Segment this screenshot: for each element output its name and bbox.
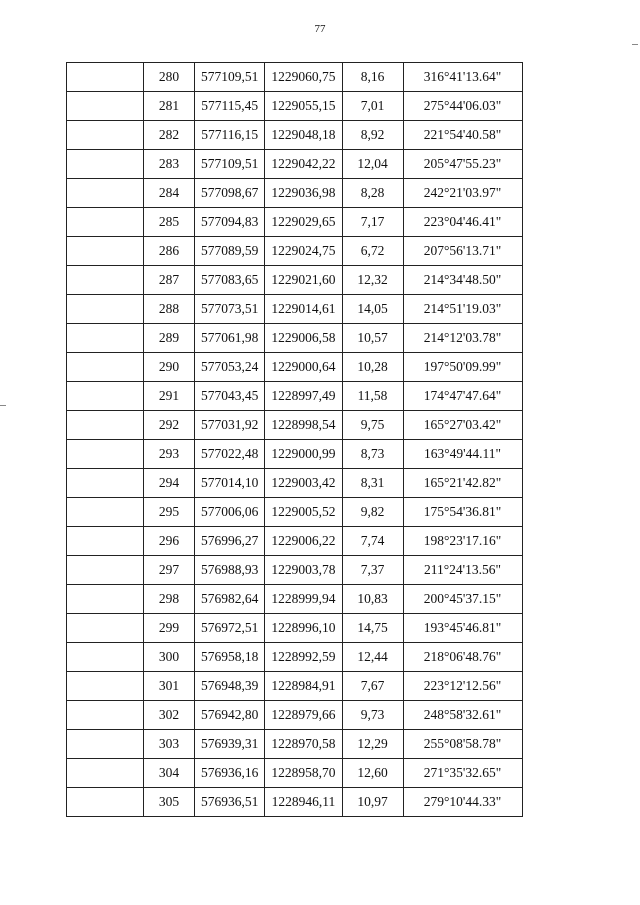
direction-angle-cell: 163°49'44.11" bbox=[403, 440, 522, 469]
coordinates-table bbox=[66, 62, 523, 817]
point-number-cell: 290 bbox=[144, 353, 195, 382]
length-cell: 11,58 bbox=[342, 382, 403, 411]
y-coordinate-cell: 1228970,58 bbox=[265, 730, 342, 759]
point-number-cell: 292 bbox=[144, 411, 195, 440]
x-coordinate-cell: 577094,83 bbox=[195, 208, 265, 237]
y-coordinate-cell: 1229000,99 bbox=[265, 440, 342, 469]
direction-angle-cell: 175°54'36.81" bbox=[403, 498, 522, 527]
table-row bbox=[67, 92, 523, 121]
point-number-cell: 299 bbox=[144, 614, 195, 643]
empty-cell bbox=[67, 208, 144, 237]
direction-angle-cell: 248°58'32.61" bbox=[403, 701, 522, 730]
length-cell: 7,37 bbox=[342, 556, 403, 585]
empty-cell bbox=[67, 324, 144, 353]
empty-cell bbox=[67, 411, 144, 440]
y-coordinate-cell: 1229014,61 bbox=[265, 295, 342, 324]
table-row bbox=[67, 382, 523, 411]
length-cell: 12,04 bbox=[342, 150, 403, 179]
point-number-cell: 280 bbox=[144, 63, 195, 92]
table-row bbox=[67, 440, 523, 469]
empty-cell bbox=[67, 730, 144, 759]
point-number-cell: 284 bbox=[144, 179, 195, 208]
direction-angle-cell: 211°24'13.56" bbox=[403, 556, 522, 585]
x-coordinate-cell: 577083,65 bbox=[195, 266, 265, 295]
direction-angle-cell: 223°04'46.41" bbox=[403, 208, 522, 237]
table-row bbox=[67, 324, 523, 353]
table-row bbox=[67, 353, 523, 382]
empty-cell bbox=[67, 150, 144, 179]
empty-cell bbox=[67, 527, 144, 556]
empty-cell bbox=[67, 788, 144, 817]
length-cell: 12,60 bbox=[342, 759, 403, 788]
y-coordinate-cell: 1228946,11 bbox=[265, 788, 342, 817]
x-coordinate-cell: 576972,51 bbox=[195, 614, 265, 643]
empty-cell bbox=[67, 759, 144, 788]
x-coordinate-cell: 577014,10 bbox=[195, 469, 265, 498]
y-coordinate-cell: 1228958,70 bbox=[265, 759, 342, 788]
edge-mark bbox=[0, 405, 6, 406]
x-coordinate-cell: 576939,31 bbox=[195, 730, 265, 759]
point-number-cell: 286 bbox=[144, 237, 195, 266]
table-row bbox=[67, 179, 523, 208]
y-coordinate-cell: 1228997,49 bbox=[265, 382, 342, 411]
point-number-cell: 293 bbox=[144, 440, 195, 469]
empty-cell bbox=[67, 556, 144, 585]
point-number-cell: 305 bbox=[144, 788, 195, 817]
point-number-cell: 297 bbox=[144, 556, 195, 585]
length-cell: 14,05 bbox=[342, 295, 403, 324]
empty-cell bbox=[67, 295, 144, 324]
point-number-cell: 288 bbox=[144, 295, 195, 324]
x-coordinate-cell: 576942,80 bbox=[195, 701, 265, 730]
point-number-cell: 298 bbox=[144, 585, 195, 614]
direction-angle-cell: 218°06'48.76" bbox=[403, 643, 522, 672]
point-number-cell: 304 bbox=[144, 759, 195, 788]
empty-cell bbox=[67, 643, 144, 672]
empty-cell bbox=[67, 121, 144, 150]
table-row bbox=[67, 295, 523, 324]
direction-angle-cell: 165°21'42.82" bbox=[403, 469, 522, 498]
empty-cell bbox=[67, 498, 144, 527]
empty-cell bbox=[67, 266, 144, 295]
direction-angle-cell: 221°54'40.58" bbox=[403, 121, 522, 150]
table-row bbox=[67, 788, 523, 817]
direction-angle-cell: 316°41'13.64" bbox=[403, 63, 522, 92]
x-coordinate-cell: 577098,67 bbox=[195, 179, 265, 208]
direction-angle-cell: 279°10'44.33" bbox=[403, 788, 522, 817]
y-coordinate-cell: 1229006,22 bbox=[265, 527, 342, 556]
table-row bbox=[67, 643, 523, 672]
empty-cell bbox=[67, 237, 144, 266]
table-row bbox=[67, 63, 523, 92]
y-coordinate-cell: 1229060,75 bbox=[265, 63, 342, 92]
point-number-cell: 291 bbox=[144, 382, 195, 411]
length-cell: 6,72 bbox=[342, 237, 403, 266]
length-cell: 12,29 bbox=[342, 730, 403, 759]
edge-mark bbox=[632, 44, 638, 45]
direction-angle-cell: 271°35'32.65" bbox=[403, 759, 522, 788]
point-number-cell: 301 bbox=[144, 672, 195, 701]
point-number-cell: 285 bbox=[144, 208, 195, 237]
point-number-cell: 303 bbox=[144, 730, 195, 759]
direction-angle-cell: 198°23'17.16" bbox=[403, 527, 522, 556]
length-cell: 8,28 bbox=[342, 179, 403, 208]
table-row bbox=[67, 469, 523, 498]
table-row bbox=[67, 672, 523, 701]
x-coordinate-cell: 576936,16 bbox=[195, 759, 265, 788]
coordinates-table-body bbox=[67, 63, 523, 817]
x-coordinate-cell: 577109,51 bbox=[195, 63, 265, 92]
table-row bbox=[67, 614, 523, 643]
x-coordinate-cell: 576988,93 bbox=[195, 556, 265, 585]
table-row bbox=[67, 498, 523, 527]
x-coordinate-cell: 577043,45 bbox=[195, 382, 265, 411]
direction-angle-cell: 223°12'12.56" bbox=[403, 672, 522, 701]
page-number: 77 bbox=[314, 23, 326, 35]
y-coordinate-cell: 1228984,91 bbox=[265, 672, 342, 701]
x-coordinate-cell: 577116,15 bbox=[195, 121, 265, 150]
table-row bbox=[67, 121, 523, 150]
x-coordinate-cell: 577006,06 bbox=[195, 498, 265, 527]
table-row bbox=[67, 266, 523, 295]
x-coordinate-cell: 576958,18 bbox=[195, 643, 265, 672]
length-cell: 7,67 bbox=[342, 672, 403, 701]
y-coordinate-cell: 1228979,66 bbox=[265, 701, 342, 730]
point-number-cell: 295 bbox=[144, 498, 195, 527]
y-coordinate-cell: 1228998,54 bbox=[265, 411, 342, 440]
direction-angle-cell: 174°47'47.64" bbox=[403, 382, 522, 411]
empty-cell bbox=[67, 353, 144, 382]
table-row bbox=[67, 585, 523, 614]
length-cell: 12,44 bbox=[342, 643, 403, 672]
x-coordinate-cell: 577115,45 bbox=[195, 92, 265, 121]
length-cell: 9,75 bbox=[342, 411, 403, 440]
y-coordinate-cell: 1229029,65 bbox=[265, 208, 342, 237]
direction-angle-cell: 242°21'03.97" bbox=[403, 179, 522, 208]
direction-angle-cell: 200°45'37.15" bbox=[403, 585, 522, 614]
empty-cell bbox=[67, 701, 144, 730]
y-coordinate-cell: 1229048,18 bbox=[265, 121, 342, 150]
x-coordinate-cell: 577061,98 bbox=[195, 324, 265, 353]
point-number-cell: 302 bbox=[144, 701, 195, 730]
direction-angle-cell: 214°12'03.78" bbox=[403, 324, 522, 353]
x-coordinate-cell: 577053,24 bbox=[195, 353, 265, 382]
length-cell: 8,31 bbox=[342, 469, 403, 498]
table-row bbox=[67, 237, 523, 266]
length-cell: 7,74 bbox=[342, 527, 403, 556]
length-cell: 8,92 bbox=[342, 121, 403, 150]
length-cell: 7,17 bbox=[342, 208, 403, 237]
empty-cell bbox=[67, 440, 144, 469]
length-cell: 10,83 bbox=[342, 585, 403, 614]
empty-cell bbox=[67, 92, 144, 121]
x-coordinate-cell: 576948,39 bbox=[195, 672, 265, 701]
length-cell: 10,28 bbox=[342, 353, 403, 382]
y-coordinate-cell: 1229003,78 bbox=[265, 556, 342, 585]
table-row bbox=[67, 150, 523, 179]
y-coordinate-cell: 1229024,75 bbox=[265, 237, 342, 266]
y-coordinate-cell: 1229003,42 bbox=[265, 469, 342, 498]
point-number-cell: 283 bbox=[144, 150, 195, 179]
direction-angle-cell: 165°27'03.42" bbox=[403, 411, 522, 440]
table-row bbox=[67, 208, 523, 237]
point-number-cell: 296 bbox=[144, 527, 195, 556]
x-coordinate-cell: 577031,92 bbox=[195, 411, 265, 440]
direction-angle-cell: 255°08'58.78" bbox=[403, 730, 522, 759]
x-coordinate-cell: 577109,51 bbox=[195, 150, 265, 179]
length-cell: 8,16 bbox=[342, 63, 403, 92]
x-coordinate-cell: 576982,64 bbox=[195, 585, 265, 614]
table-row bbox=[67, 730, 523, 759]
length-cell: 10,57 bbox=[342, 324, 403, 353]
empty-cell bbox=[67, 382, 144, 411]
y-coordinate-cell: 1229006,58 bbox=[265, 324, 342, 353]
table-row bbox=[67, 759, 523, 788]
x-coordinate-cell: 577073,51 bbox=[195, 295, 265, 324]
x-coordinate-cell: 577089,59 bbox=[195, 237, 265, 266]
table-row bbox=[67, 527, 523, 556]
length-cell: 9,73 bbox=[342, 701, 403, 730]
point-number-cell: 289 bbox=[144, 324, 195, 353]
y-coordinate-cell: 1229021,60 bbox=[265, 266, 342, 295]
y-coordinate-cell: 1229055,15 bbox=[265, 92, 342, 121]
empty-cell bbox=[67, 672, 144, 701]
direction-angle-cell: 205°47'55.23" bbox=[403, 150, 522, 179]
length-cell: 10,97 bbox=[342, 788, 403, 817]
empty-cell bbox=[67, 469, 144, 498]
direction-angle-cell: 207°56'13.71" bbox=[403, 237, 522, 266]
table-row bbox=[67, 556, 523, 585]
length-cell: 12,32 bbox=[342, 266, 403, 295]
point-number-cell: 281 bbox=[144, 92, 195, 121]
y-coordinate-cell: 1228999,94 bbox=[265, 585, 342, 614]
table-row bbox=[67, 701, 523, 730]
direction-angle-cell: 275°44'06.03" bbox=[403, 92, 522, 121]
empty-cell bbox=[67, 179, 144, 208]
y-coordinate-cell: 1229005,52 bbox=[265, 498, 342, 527]
y-coordinate-cell: 1228996,10 bbox=[265, 614, 342, 643]
point-number-cell: 282 bbox=[144, 121, 195, 150]
x-coordinate-cell: 577022,48 bbox=[195, 440, 265, 469]
point-number-cell: 287 bbox=[144, 266, 195, 295]
x-coordinate-cell: 576936,51 bbox=[195, 788, 265, 817]
y-coordinate-cell: 1229042,22 bbox=[265, 150, 342, 179]
empty-cell bbox=[67, 614, 144, 643]
direction-angle-cell: 193°45'46.81" bbox=[403, 614, 522, 643]
length-cell: 9,82 bbox=[342, 498, 403, 527]
length-cell: 7,01 bbox=[342, 92, 403, 121]
direction-angle-cell: 197°50'09.99" bbox=[403, 353, 522, 382]
y-coordinate-cell: 1229000,64 bbox=[265, 353, 342, 382]
empty-cell bbox=[67, 63, 144, 92]
point-number-cell: 300 bbox=[144, 643, 195, 672]
x-coordinate-cell: 576996,27 bbox=[195, 527, 265, 556]
point-number-cell: 294 bbox=[144, 469, 195, 498]
y-coordinate-cell: 1228992,59 bbox=[265, 643, 342, 672]
length-cell: 14,75 bbox=[342, 614, 403, 643]
direction-angle-cell: 214°51'19.03" bbox=[403, 295, 522, 324]
table-row bbox=[67, 411, 523, 440]
y-coordinate-cell: 1229036,98 bbox=[265, 179, 342, 208]
empty-cell bbox=[67, 585, 144, 614]
length-cell: 8,73 bbox=[342, 440, 403, 469]
direction-angle-cell: 214°34'48.50" bbox=[403, 266, 522, 295]
